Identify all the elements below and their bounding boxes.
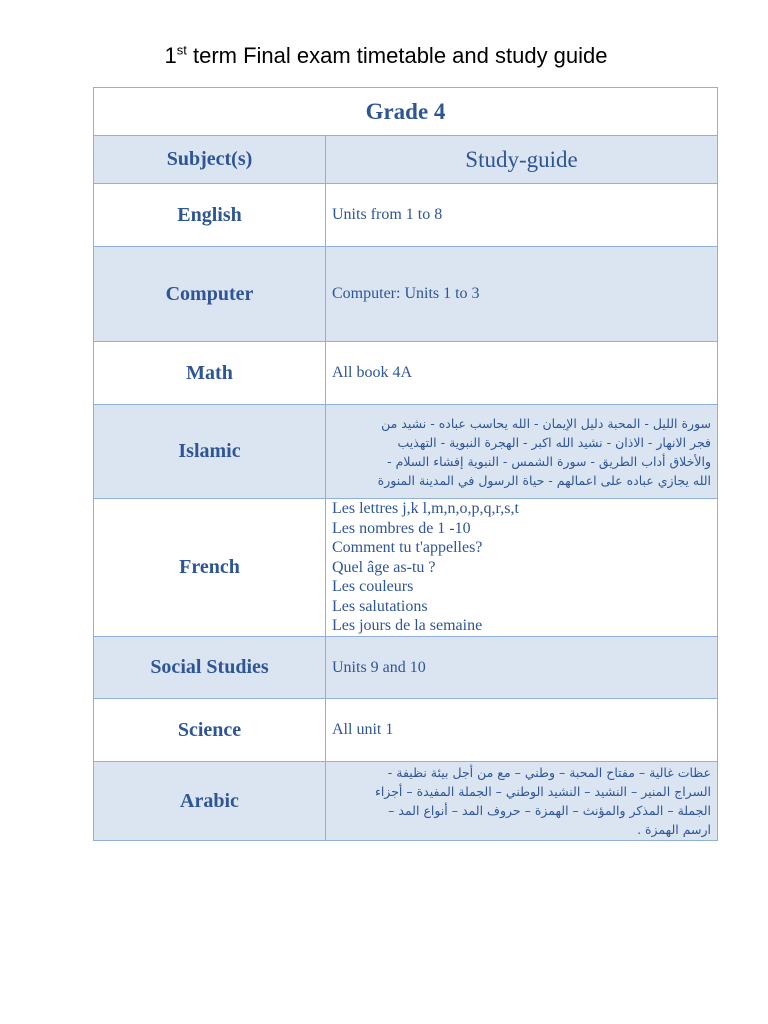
title-prefix: 1: [164, 43, 177, 68]
table-row-english: [94, 184, 718, 247]
subject-english: English: [94, 184, 326, 247]
guide-line: Les nombres de 1 -10: [332, 519, 471, 537]
guide-social-studies: Units 9 and 10: [326, 637, 718, 699]
guide-french: [326, 499, 718, 637]
guide-islamic: [326, 405, 718, 499]
guide-line: الله يجازي عباده على اعمالهم - حياة الرسول في المدينة المنورة: [377, 472, 712, 488]
title-superscript: st: [176, 42, 187, 58]
table-row-math: [94, 342, 718, 405]
table-row-islamic: [94, 405, 718, 499]
subject-islamic: Islamic: [94, 405, 326, 499]
table-row-french: [94, 499, 718, 637]
guide-computer: Computer: Units 1 to 3: [326, 247, 718, 342]
title-rest: term Final exam timetable and study guide: [186, 43, 608, 68]
table-row-social-studies: [94, 637, 718, 699]
subject-french: French: [94, 499, 326, 637]
table-row-science: [94, 699, 718, 762]
header-subject: Subject(s): [94, 136, 326, 184]
guide-line: والأخلاق أداب الطريق - سورة الشمس - النبوية إفشاء السلام -: [387, 453, 712, 469]
guide-line: Les couleurs: [332, 578, 414, 596]
header-row: [94, 136, 718, 184]
exam-timetable: [93, 87, 718, 841]
guide-science: All unit 1: [326, 699, 718, 762]
guide-line: فجر الانهار - الاذان - نشيد الله اكبر - الهجرة النبوية - التهذيب: [397, 434, 712, 450]
header-study-guide: Study-guide: [326, 136, 718, 184]
subject-social-studies: Social Studies: [94, 637, 326, 699]
subject-math: Math: [94, 342, 326, 405]
page-title: [0, 41, 768, 71]
table-row-computer: [94, 247, 718, 342]
guide-line: Les jours de la semaine: [332, 617, 483, 635]
guide-line: Comment tu t'appelles?: [332, 539, 483, 557]
subject-science: Science: [94, 699, 326, 762]
guide-line: Les lettres j,k l,m,n,o,p,q,r,s,t: [332, 500, 519, 518]
guide-math: All book 4A: [326, 342, 718, 405]
guide-line: Les salutations: [332, 597, 428, 615]
guide-line: ارسم الهمزة .: [637, 822, 712, 837]
subject-arabic: Arabic: [94, 762, 326, 841]
grade-row: [94, 88, 718, 136]
subject-computer: Computer: [94, 247, 326, 342]
guide-line: سورة الليل - المحبة دليل الإيمان - الله يحاسب عباده - نشيد من: [381, 415, 712, 431]
guide-line: السراج المنير – النشيد – النشيد الوطني – الجملة المفيدة – أجزاء: [374, 784, 712, 799]
grade-heading: Grade 4: [94, 88, 718, 136]
guide-line: عظات غالية – مفتاح المحبة – وطني – مع من أجل بيئة نظيفة -: [387, 765, 712, 780]
guide-line: Quel âge as-tu ?: [332, 558, 436, 576]
guide-english: Units from 1 to 8: [326, 184, 718, 247]
table-row-arabic: [94, 762, 718, 841]
guide-line: الجملة – المذكر والمؤنث – الهمزة – حروف المد – أنواع المد –: [388, 803, 712, 818]
guide-arabic: [326, 762, 718, 841]
